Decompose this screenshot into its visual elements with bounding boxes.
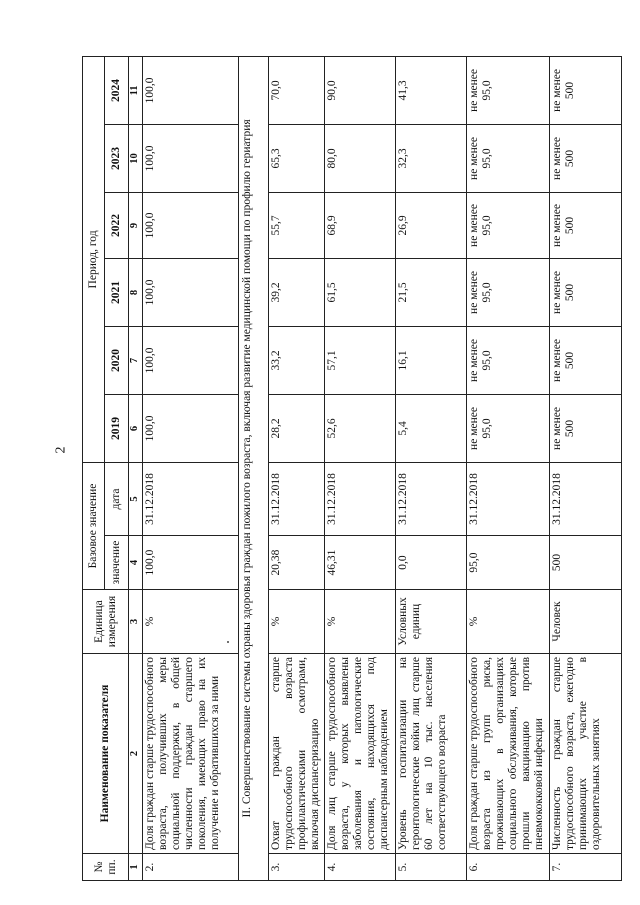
table-row: [467, 56, 550, 880]
table-rotator: [82, 57, 618, 881]
row-value-2021: не менее 500: [550, 258, 622, 326]
row-value-2022: не менее 95,0: [467, 192, 550, 258]
table-row: [396, 56, 467, 880]
header-num: № пп.: [83, 854, 129, 881]
row-value-2020: не менее 500: [550, 326, 622, 394]
row-base-value: 20,38: [269, 536, 325, 590]
row-value-2023: 65,3: [269, 124, 325, 192]
row-value-2024: не менее 500: [550, 56, 622, 124]
row-value-2024: не менее 95,0: [467, 56, 550, 124]
row-name: Доля граждан старше трудоспособного возраста, получивших меры социальной поддержки, в общей численности граждан старшего поколения, имеющих право на их получение и обратившихся за ними: [143, 654, 239, 854]
row-base-date: 31.12.2018: [396, 462, 467, 535]
index-cell: 1: [129, 854, 143, 881]
index-cell: 9: [129, 192, 143, 258]
row-name: Уровень госпитализации на геронтологические койки лиц старше 60 лет на 10 тыс. населения соответствующего возраста: [396, 654, 467, 854]
row-base-date: 31.12.2018: [325, 462, 396, 535]
row-value-2022: 100,0: [143, 192, 239, 258]
row-value-2020: 57,1: [325, 326, 396, 394]
row-name: Доля граждан старше трудоспособного возраста из групп риска, проживающих в организациях социального обслуживания, которые прошли вакцинацию против пневмококковой инфекции: [467, 654, 550, 854]
header-year-2020: 2020: [105, 326, 129, 394]
index-cell: 7: [129, 326, 143, 394]
row-unit: %: [325, 590, 396, 654]
row-unit: %: [143, 590, 239, 654]
header-year-2019: 2019: [105, 394, 129, 462]
row-value-2024: 100,0: [143, 56, 239, 124]
row-base-value: 500: [550, 536, 622, 590]
row-name: Численность граждан старше трудоспособного возраста, ежегодно принимающих участие в оздоровительных занятиях: [550, 654, 622, 854]
section-title: II. Совершенствование системы охраны здоровья граждан пожилого возраста, включая развитие медицинской помощи по профилю гериатрия: [239, 56, 269, 880]
row-base-date: 31.12.2018: [467, 462, 550, 535]
row-name: Охват граждан старше трудоспособного возраста профилактическими осмотрами, включая диспансеризацию: [269, 654, 325, 854]
index-cell: 6: [129, 394, 143, 462]
row-value-2020: 100,0: [143, 326, 239, 394]
row-value-2021: 61,5: [325, 258, 396, 326]
row-base-value: 46,31: [325, 536, 396, 590]
header-year-2024: 2024: [105, 56, 129, 124]
row-value-2022: 68,9: [325, 192, 396, 258]
row-num: 7.: [550, 854, 622, 881]
rotated-table-area: [82, 57, 618, 881]
header-base-value: значение: [105, 536, 129, 590]
row-num: 3.: [269, 854, 325, 881]
row-unit: Условных единиц: [396, 590, 467, 654]
row-value-2021: 21,5: [396, 258, 467, 326]
page-number: 2: [53, 446, 69, 454]
row-value-2023: 80,0: [325, 124, 396, 192]
row-value-2022: 26,9: [396, 192, 467, 258]
index-cell: 3: [129, 590, 143, 654]
row-value-2024: 90,0: [325, 56, 396, 124]
table-row: [550, 56, 622, 880]
row-unit: Человек: [550, 590, 622, 654]
row-num: 5.: [396, 854, 467, 881]
row-value-2019: не менее 95,0: [467, 394, 550, 462]
row-value-2020: 16,1: [396, 326, 467, 394]
row-value-2023: 32,3: [396, 124, 467, 192]
header-base-date: дата: [105, 462, 129, 535]
row-num: 2.: [143, 854, 239, 881]
row-value-2019: 52,6: [325, 394, 396, 462]
header-base: Базовое значение: [83, 462, 105, 589]
header-name: Наименование показателя: [83, 654, 129, 854]
row-value-2021: 100,0: [143, 258, 239, 326]
row-value-2020: не менее 95,0: [467, 326, 550, 394]
row-value-2021: 39,2: [269, 258, 325, 326]
row-value-2020: 33,2: [269, 326, 325, 394]
row-value-2024: 70,0: [269, 56, 325, 124]
index-cell: 5: [129, 462, 143, 535]
header-year-2022: 2022: [105, 192, 129, 258]
row-base-date: 31.12.2018: [269, 462, 325, 535]
index-cell: 8: [129, 258, 143, 326]
row-base-value: 95,0: [467, 536, 550, 590]
row-value-2021: не менее 95,0: [467, 258, 550, 326]
header-unit: Единица измерения: [83, 590, 129, 654]
row-base-value: 100,0: [143, 536, 239, 590]
row-num: 6.: [467, 854, 550, 881]
row-unit: %: [269, 590, 325, 654]
table-row: [143, 56, 239, 880]
index-cell: 4: [129, 536, 143, 590]
row-value-2019: не менее 500: [550, 394, 622, 462]
row-value-2019: 28,2: [269, 394, 325, 462]
row-value-2023: не менее 500: [550, 124, 622, 192]
row-value-2023: 100,0: [143, 124, 239, 192]
table-row: [325, 56, 396, 880]
row-value-2019: 100,0: [143, 394, 239, 462]
header-year-2021: 2021: [105, 258, 129, 326]
row-base-value: 0,0: [396, 536, 467, 590]
row-value-2022: 55,7: [269, 192, 325, 258]
row-base-date: 31.12.2018: [143, 462, 239, 535]
row-value-2024: 41,3: [396, 56, 467, 124]
header-period: Период, год: [83, 56, 105, 462]
row-base-date: 31.12.2018: [550, 462, 622, 535]
row-value-2019: 5,4: [396, 394, 467, 462]
index-cell: 10: [129, 124, 143, 192]
row-unit: %: [467, 590, 550, 654]
header-year-2023: 2023: [105, 124, 129, 192]
index-cell: 2: [129, 654, 143, 854]
row-value-2023: не менее 95,0: [467, 124, 550, 192]
table-row: [269, 56, 325, 880]
indicators-table: [82, 56, 622, 881]
index-cell: 11: [129, 56, 143, 124]
row-num: 4.: [325, 854, 396, 881]
row-value-2022: не менее 500: [550, 192, 622, 258]
row-name: Доля лиц старше трудоспособного возраста, у которых выявлены заболевания и патологические состояния, находящихся под диспансерным наблюдением: [325, 654, 396, 854]
